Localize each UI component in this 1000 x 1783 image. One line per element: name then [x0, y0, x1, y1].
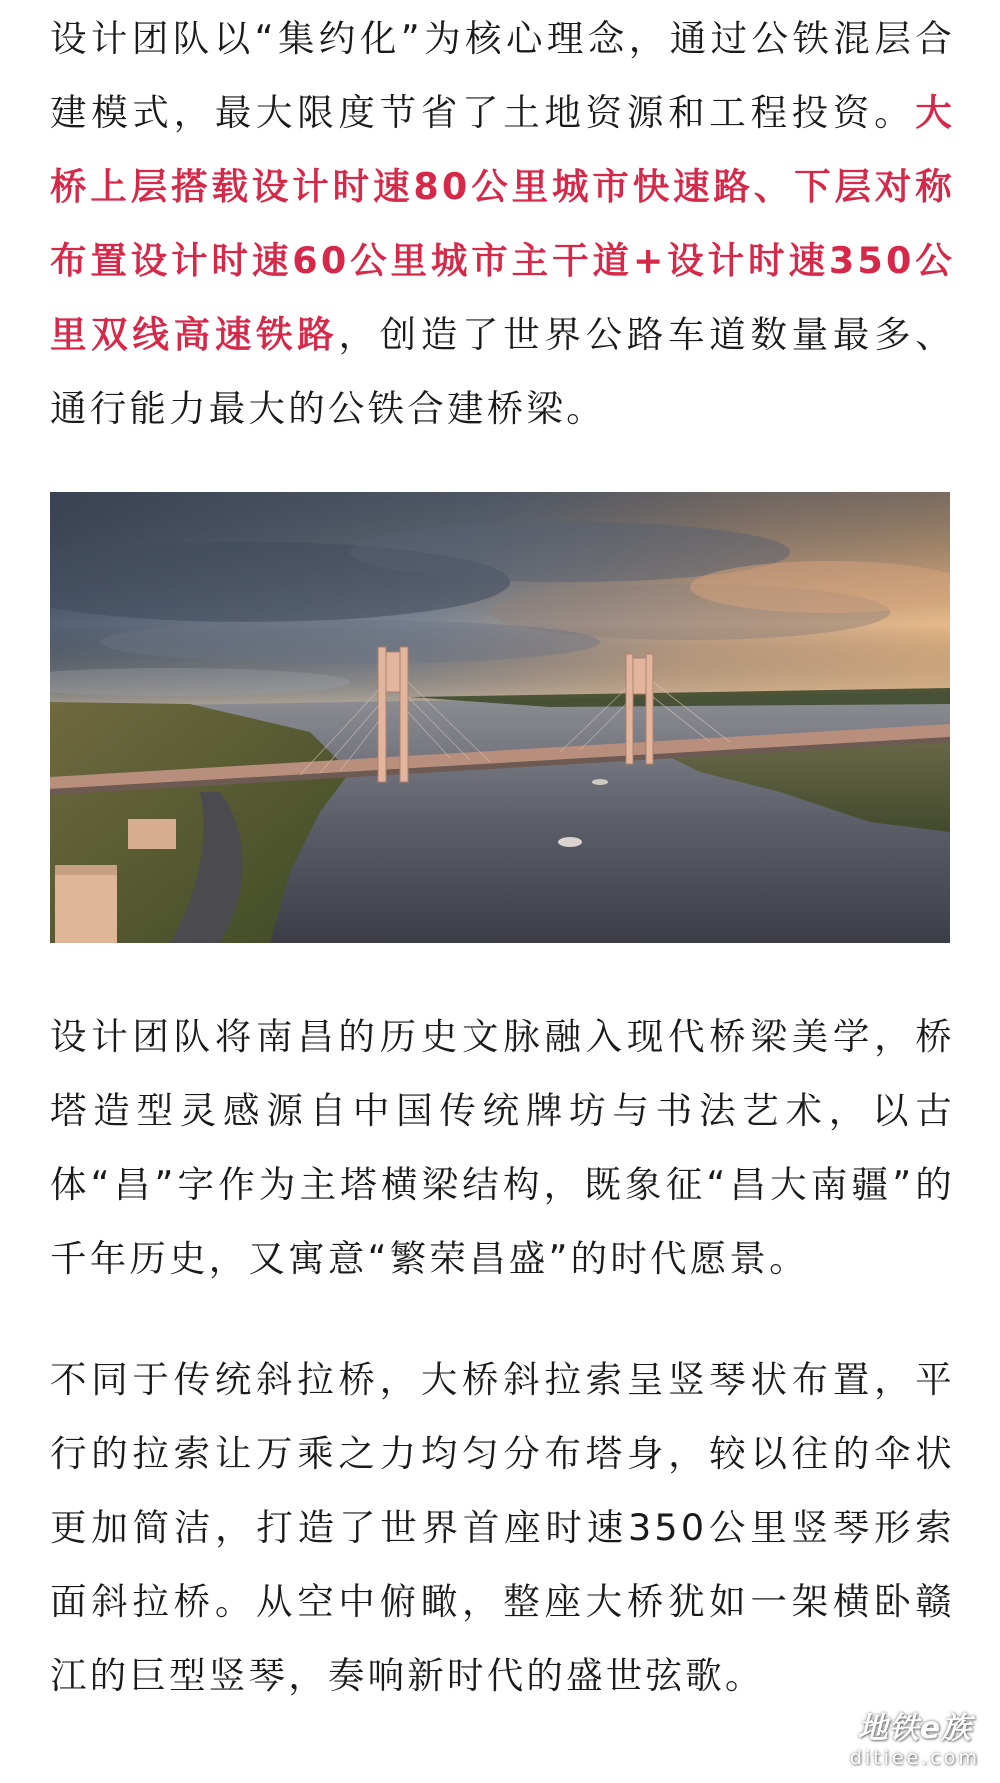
watermark-name: 地铁e族	[857, 1711, 973, 1746]
bridge-illustration	[50, 492, 950, 943]
highlighted-text: 大桥上层搭载设计时速80公里城市快速路、下层对称布置设计时速60公里城市主干道+设计时速350公里双线高速铁路	[50, 91, 955, 356]
paragraph-intro	[50, 2, 955, 446]
paragraph-intro-text: 设计团队以“集约化”为核心理念，通过公铁混层合建模式，最大限度节省了土地资源和工程投资。	[50, 17, 955, 134]
paragraph-harp: 不同于传统斜拉桥，大桥斜拉索呈竖琴状布置，平行的拉索让万乘之力均匀分布塔身，较以往的伞状更加简洁，打造了世界首座时速350公里竖琴形索面斜拉桥。从空中俯瞰，整座大桥犹如一架横卧赣江的巨型竖琴，奏响新时代的盛世弦歌。	[50, 1358, 955, 1697]
paragraph-design: 设计团队将南昌的历史文脉融入现代桥梁美学，桥塔造型灵感源自中国传统牌坊与书法艺术，以古体“昌”字作为主塔横梁结构，既象征“昌大南疆”的千年历史，又寓意“繁荣昌盛”的时代愿景。	[50, 1015, 955, 1280]
bridge-rendering-image	[50, 492, 950, 943]
site-watermark	[850, 1711, 980, 1769]
watermark-site: ditiee.com	[849, 1747, 980, 1769]
paragraph-intro-tail: ，创造了世界公路车道数量最多、通行能力最大的公铁合建桥梁。	[50, 313, 955, 430]
